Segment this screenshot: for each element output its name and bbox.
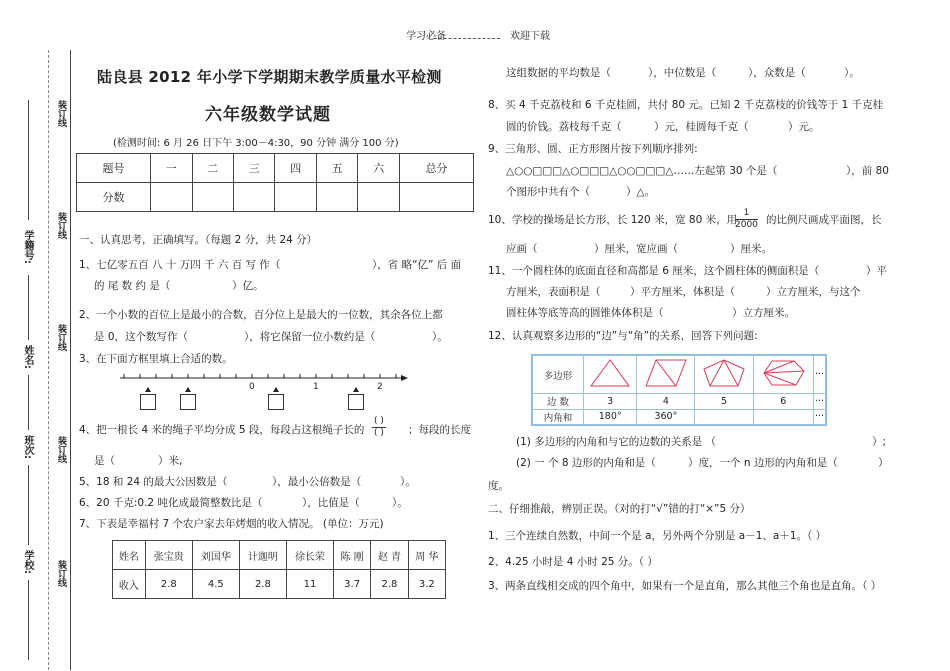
table-cell: 180° xyxy=(584,409,637,425)
binding-mark: 装订线 xyxy=(56,212,66,239)
field-line xyxy=(28,375,29,430)
judge-3: 3、两条直线相交成的四个角中，如果有一个是直角，那么其他三个角也是直角。（ ） xyxy=(488,580,882,592)
table-cell: 4.5 xyxy=(192,570,239,599)
table-cell: 6 xyxy=(753,394,813,410)
exam-info: (检测时间: 6 月 26 日下午 3:00－4:30，90 分钟 满分 100 分) xyxy=(113,138,399,149)
score-header-cell: 题号 xyxy=(77,154,151,183)
table-cell: 计迦明 xyxy=(239,541,286,570)
frac-num-blank[interactable]: ( ) xyxy=(374,416,384,426)
table-cell: 张宝贵 xyxy=(145,541,192,570)
table-cell: 收入 xyxy=(113,570,146,599)
table-cell: 姓名 xyxy=(113,541,146,570)
income-table xyxy=(112,540,446,599)
field-line xyxy=(28,100,29,220)
answer-box[interactable] xyxy=(140,394,156,410)
score-cell[interactable] xyxy=(151,183,192,212)
exam-subtitle: 六年级数学试题 xyxy=(205,105,331,125)
table-cell: 陈 刚 xyxy=(333,541,370,570)
q12-2-text-c: ） xyxy=(878,457,889,469)
q5-text-b: ），最小公倍数是（ xyxy=(272,476,362,488)
table-cell: 赵 青 xyxy=(371,541,408,570)
q8-text-b: 圆的价钱。荔枝每千克（ xyxy=(506,121,622,133)
q12-2-text-b: ）度，一个 n 边形的内角和是（ xyxy=(688,457,838,469)
q4-text-c: 是（ xyxy=(94,455,115,467)
table-cell: 3.7 xyxy=(333,570,370,599)
q5-text-c: ）。 xyxy=(400,476,416,488)
field-line xyxy=(28,580,29,660)
table-cell: 4 xyxy=(637,394,695,410)
q1-text-d: ）亿。 xyxy=(232,280,264,292)
judge-2: 2、4.25 小时是 4 小时 25 分。（ ） xyxy=(488,556,658,568)
q12-text: 12、认真观察多边形的“边”与“角”的关系，回答下列问题: xyxy=(488,330,758,342)
more-figures: ··· xyxy=(814,356,826,394)
q1-text-c: 的 尾 数 约 是（ xyxy=(94,280,171,292)
r0-text-a: 这组数据的平均数是（ xyxy=(506,67,611,79)
school-label: 学校: xyxy=(22,550,33,574)
r0-text-d: ）。 xyxy=(844,67,860,79)
table-cell: 3.2 xyxy=(408,570,445,599)
table-cell: 11 xyxy=(286,570,333,599)
table-cell[interactable] xyxy=(695,409,753,425)
polygon-row-label: 边 数 xyxy=(533,394,584,410)
score-cell[interactable] xyxy=(275,183,316,212)
scale-fraction xyxy=(735,208,758,231)
number-line-axis xyxy=(118,374,408,394)
score-header-cell: 三 xyxy=(234,154,275,183)
q4-text-b: ；每段的长度 xyxy=(408,424,471,436)
header-right: 欢迎下载 xyxy=(510,31,550,42)
q1-text-b: ），省 略“亿” 后 面 xyxy=(372,259,462,271)
score-cell[interactable] xyxy=(234,183,275,212)
name-label: 姓名: xyxy=(22,345,33,369)
score-cell[interactable] xyxy=(358,183,399,212)
q10-text-e: ）厘米。 xyxy=(730,243,772,255)
score-row-label: 分数 xyxy=(77,183,151,212)
frac-den-blank[interactable]: ( ) xyxy=(374,428,384,438)
q11-text-b: ）平 xyxy=(866,265,887,277)
field-line xyxy=(28,465,29,545)
q10-text-d: ）厘米，宽应画（ xyxy=(594,243,678,255)
tick-label-1: 1 xyxy=(313,382,319,392)
page-header xyxy=(390,25,600,41)
table-cell: 刘国华 xyxy=(192,541,239,570)
section1-heading: 一、认真思考，正确填写。（每题 2 分，共 24 分） xyxy=(79,234,318,246)
table-cell: 3 xyxy=(584,394,637,410)
r0-text-c: ），众数是（ xyxy=(748,67,806,79)
q10-text-a: 10、学校的操场是长方形，长 120 米，宽 80 米，用 xyxy=(488,214,738,226)
binding-line xyxy=(70,50,71,670)
tick-label-0: 0 xyxy=(249,382,255,392)
q9-text-e: ）△。 xyxy=(626,186,656,198)
score-cell[interactable] xyxy=(399,183,473,212)
table-cell: 5 xyxy=(695,394,753,410)
score-table xyxy=(76,153,474,212)
q11-text-f: 圆柱体等底等高的圆锥体体积是（ xyxy=(506,307,664,319)
score-header-cell: 四 xyxy=(275,154,316,183)
q4-text-a: 4、把一根长 4 米的绳子平均分成 5 段，每段占这根绳子长的 xyxy=(79,424,365,436)
r0-text-b: ），中位数是（ xyxy=(648,67,717,79)
score-header-cell: 五 xyxy=(316,154,357,183)
income-value-row xyxy=(113,570,446,599)
binding-mark: 装订线 xyxy=(56,100,66,127)
answer-box[interactable] xyxy=(180,394,196,410)
pentagon-figure xyxy=(695,356,753,394)
hexagon-figure xyxy=(753,356,813,394)
binding-mark: 装订线 xyxy=(56,560,66,587)
scale-denominator: 2000 xyxy=(735,220,758,230)
q12-2-text-d: 度。 xyxy=(488,480,509,492)
q8-text-c: ）元，桂圆每千克（ xyxy=(654,121,749,133)
polygon-angle-row xyxy=(533,409,826,425)
table-cell: ··· xyxy=(814,409,826,425)
q9-text-b: △○○□□□△○□□□△○○□□□△……左起第 30 个是（ xyxy=(506,165,778,177)
q11-text-e: ）立方厘米，与这个 xyxy=(766,286,861,298)
q6-text-a: 6、20 千克:0.2 吨化成最简整数比是（ xyxy=(79,497,263,509)
q11-text-c: 方厘米，表面积是（ xyxy=(506,286,601,298)
judge-1: 1、三个连续自然数，中间一个是 a，另外两个分别是 a－1、a＋1。（ ） xyxy=(488,530,827,542)
q12-1-text-a: (1) 多边形的内角和与它的边数的关系是 （ xyxy=(516,436,717,448)
q6-text-c: ）。 xyxy=(392,497,408,509)
table-cell: 徐长荣 xyxy=(286,541,333,570)
q10-text-c: 应画（ xyxy=(506,243,538,255)
polygon-row-label: 内角和 xyxy=(533,409,584,425)
table-cell: 2.8 xyxy=(239,570,286,599)
q9-text-d: 个图形中共有个（ xyxy=(506,186,590,198)
q12-2-text-a: (2) 一 个 8 边形的内角和是（ xyxy=(516,457,656,469)
q4-text-d: ）米, xyxy=(158,455,183,467)
income-name-row xyxy=(113,541,446,570)
answer-box[interactable] xyxy=(268,394,284,410)
header-left: 学习必备 xyxy=(406,31,446,42)
q11-text-d: ）平方厘米，体积是（ xyxy=(630,286,735,298)
student-id-label: 学籍号: xyxy=(22,230,33,264)
q2-text-b: 是 0，这个数写作（ xyxy=(94,331,189,343)
table-cell[interactable] xyxy=(753,409,813,425)
score-row xyxy=(77,183,474,212)
table-cell: 2.8 xyxy=(145,570,192,599)
q2-text-a: 2、一个小数的百位上是最小的合数，百分位上是最大的一位数，其余各位上都 xyxy=(79,309,443,321)
polygon-shape-row xyxy=(533,356,826,394)
score-header-cell: 总分 xyxy=(399,154,473,183)
q6-text-b: ），比值是（ xyxy=(302,497,360,509)
q12-1-text-b: ）; xyxy=(872,436,887,448)
q2-text-d: ）。 xyxy=(432,331,448,343)
field-line xyxy=(28,275,29,340)
q11-text-a: 11、一个圆柱体的底面直径和高都是 6 厘米，这个圆柱体的侧面积是（ xyxy=(488,265,820,277)
score-cell[interactable] xyxy=(192,183,233,212)
table-cell: 2.8 xyxy=(371,570,408,599)
score-header-row xyxy=(77,154,474,183)
tick-label-2: 2 xyxy=(377,382,383,392)
table-cell: ··· xyxy=(814,394,826,410)
score-header-cell: 一 xyxy=(151,154,192,183)
class-label: 班次: xyxy=(22,435,33,459)
q9-text-a: 9、三角形、圆、正方形图片按下列顺序排列: xyxy=(488,143,698,155)
scale-numerator: 1 xyxy=(735,208,758,220)
polygon-table xyxy=(531,354,827,426)
binding-dash-line xyxy=(48,50,49,670)
score-header-cell: 六 xyxy=(358,154,399,183)
q11-text-g: ）立方厘米。 xyxy=(732,307,795,319)
quadrilateral-figure xyxy=(637,356,695,394)
q9-text-c: ），前 80 xyxy=(846,165,889,177)
q2-text-c: ），将它保留一位小数约是（ xyxy=(244,331,376,343)
score-header-cell: 二 xyxy=(192,154,233,183)
answer-box[interactable] xyxy=(348,394,364,410)
number-line xyxy=(118,374,408,419)
polygon-sides-row xyxy=(533,394,826,410)
section2-heading: 二、仔细推敲，辨别正误。（对的打“√”错的打“×”5 分） xyxy=(488,503,751,515)
binding-mark: 装订线 xyxy=(56,324,66,351)
table-cell: 周 华 xyxy=(408,541,445,570)
q1-text-a: 1、七亿零五百 八 十 万四 千 六 百 写 作（ xyxy=(79,259,281,271)
q4-fraction xyxy=(372,416,386,439)
q8-text-d: ）元。 xyxy=(788,121,820,133)
table-cell: 360° xyxy=(637,409,695,425)
q8-text-a: 8、买 4 千克荔枝和 6 千克桂圆，共付 80 元。已知 2 千克荔枝的价钱等于 1 千克桂 xyxy=(488,99,884,111)
score-cell[interactable] xyxy=(316,183,357,212)
binding-mark: 装订线 xyxy=(56,436,66,463)
q10-text-b: 的比例尺画成平面图，长 xyxy=(766,214,882,226)
triangle-figure xyxy=(584,356,637,394)
q7-text: 7、下表是幸福村 7 个农户家去年烤烟的收入情况。 (单位：万元) xyxy=(79,518,384,530)
q5-text-a: 5、18 和 24 的最大公因数是（ xyxy=(79,476,228,488)
q3-text: 3、在下面方框里填上合适的数。 xyxy=(79,353,233,365)
exam-title: 陆良县 2012 年小学下学期期末教学质量水平检测 xyxy=(97,68,442,86)
header-dash xyxy=(434,38,500,39)
polygon-row-label: 多边形 xyxy=(533,356,584,394)
